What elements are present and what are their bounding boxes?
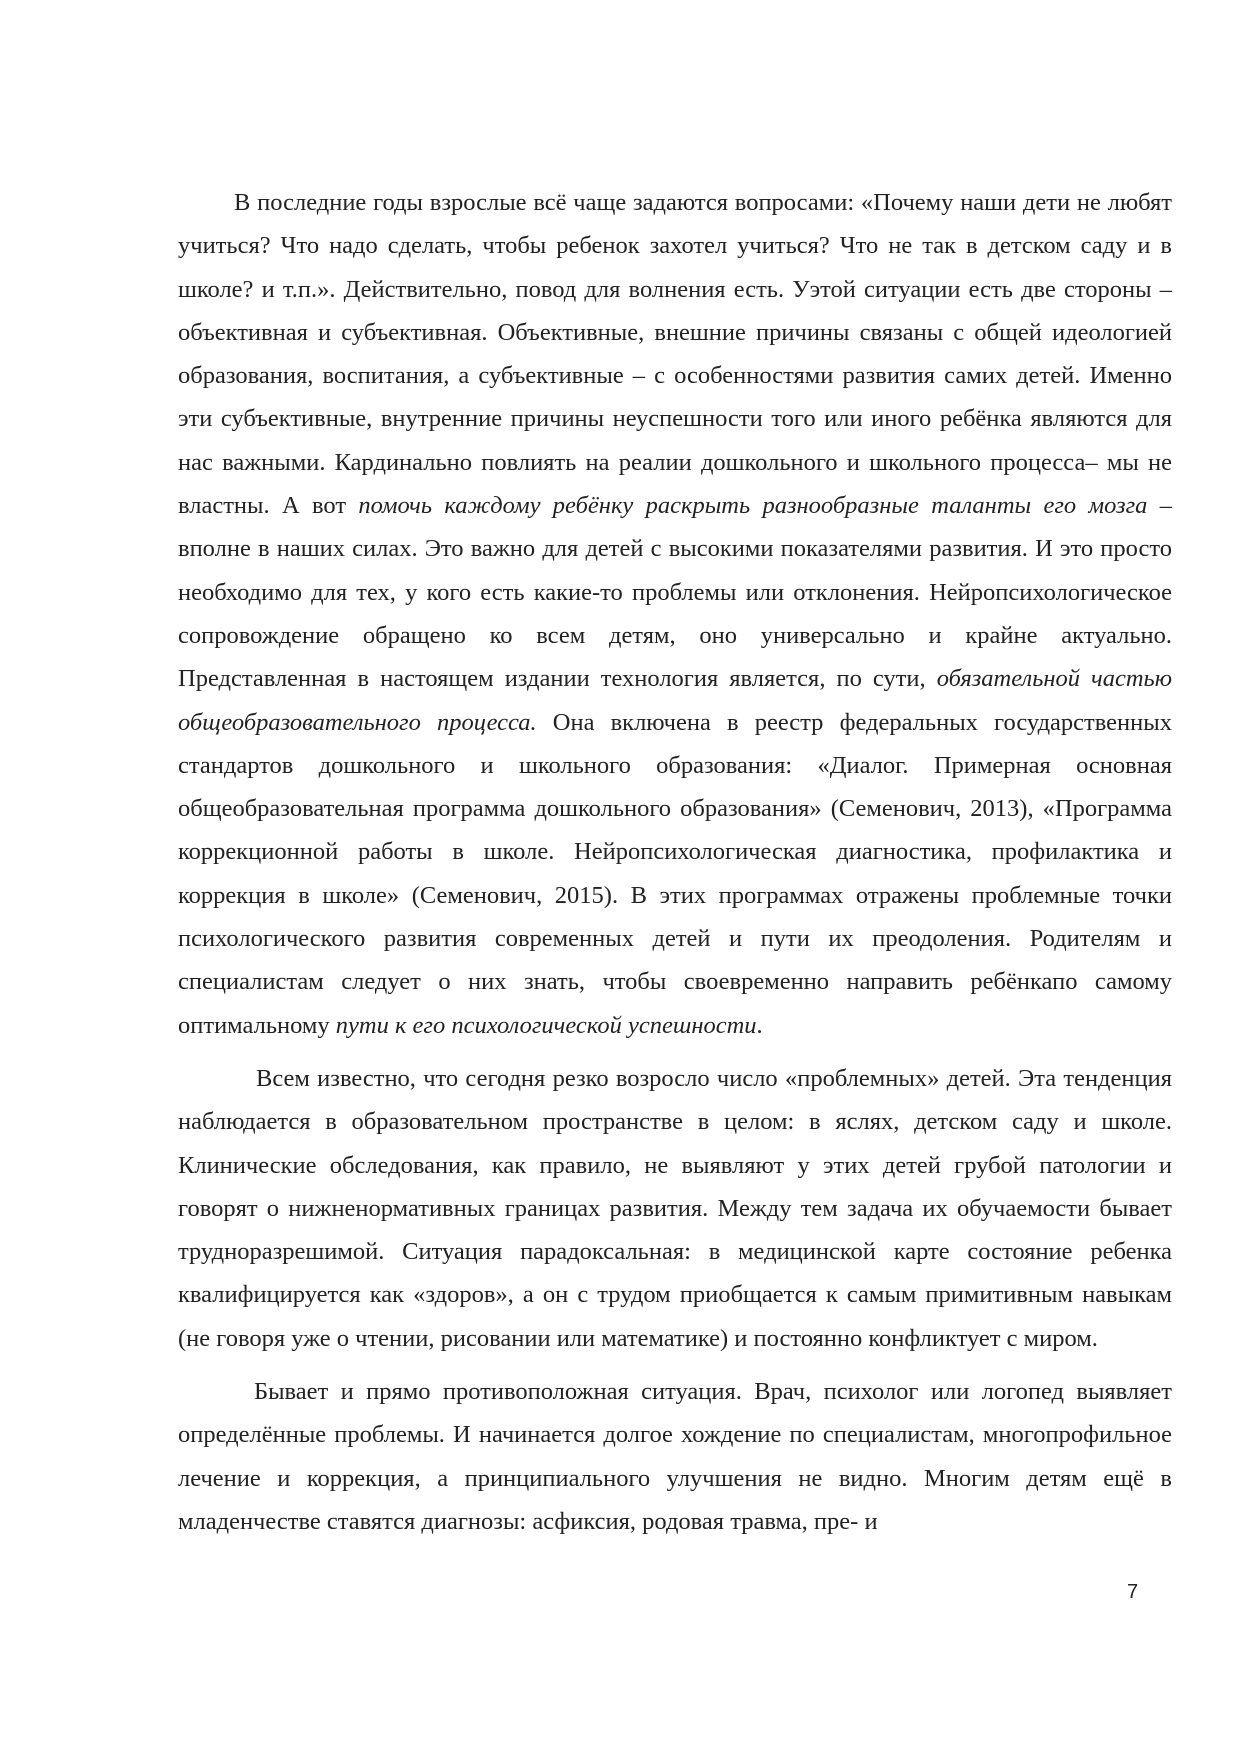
page-number: 7 xyxy=(1127,1581,1139,1603)
paragraph-1-italic-1: помочь каждому ребёнку раскрыть разнообразные таланты его мозга xyxy=(358,492,1148,520)
paragraph-1-text-part-4: . xyxy=(756,1011,763,1039)
paragraph-1-italic-3: пути к его психологической успешности xyxy=(335,1011,757,1039)
paragraph-1-text-part-2: – вполне в наших силах. Это важно для детей с высокими показателями развития. И это просто необходимо для тех, у кого есть какие-то проблемы или отклонения. Нейропсихологическое сопровождение обращено ко всем детям, оно универсально и крайне актуально. Представленная в настоящем издании технология является, по сути, xyxy=(178,492,1172,693)
paragraph-1-text-part-3: Она включена в реестр федеральных государственных стандартов дошкольного и школьного образования: «Диалог. Примерная основная общеобразовательная программа дошкольного образования» (Семенович, 2013), «Программа коррекционной работы в школе. Нейропсихологическая диагностика, профилактика и коррекция в школе» (Семенович, 2015). В этих программах отражены проблемные точки психологического развития современных детей и пути их преодоления. Родителям и специалистам следует о них знать, чтобы своевременно направить ребёнкапо самому оптимальному xyxy=(178,708,1172,1039)
paragraph-3: Бывает и прямо противоположная ситуация. Врач, психолог или логопед выявляет определённые проблемы. И начинается долгое хождение по специалистам, многопрофильное лечение и коррекция, а принципиального улучшения не видно. Многим детям ещё в младенчестве ставятся диагнозы: асфиксия, родовая травма, пре- и xyxy=(178,1378,1172,1535)
paragraph-1-text-part-1: В последние годы взрослые всё чаще задаются вопросами: «Почему наши дети не любят учиться? Что надо сделать, чтобы ребенок захотел учиться? Что не так в детском саду и в школе? и т.п.». Действительно, повод для волнения есть. Уэтой ситуации есть две стороны – объективная и субъективная. Объективные, внешние причины связаны с общей идеологией образования, воспитания, а субъективные – с особенностями развития самих детей. Именно эти субъективные, внутренние причины неуспешности того или иного ребёнка являются для нас важными. Кардинально повлиять на реалии дошкольного и школьного процесса– мы не властны. А вот xyxy=(178,189,1172,520)
paragraph-1-italic-2: обязательной частью общеобразовательного процесса. xyxy=(178,665,1172,736)
paragraph-1 xyxy=(178,181,1172,1047)
paragraph-2: Всем известно, что сегодня резко возросло число «проблемных» детей. Эта тенденция наблюдается в образовательном пространстве в целом: в яслях, детском саду и школе. Клинические обследования, как правило, не выявляют у этих детей грубой патологии и говорят о нижненормативных границах развития. Между тем задача их обучаемости бывает трудноразрешимой. Ситуация парадоксальная: в медицинской карте состояние ребенка квалифицируется как «здоров», а он с трудом приобщается к самым примитивным навыкам (не говоря уже о чтении, рисовании или математике) и постоянно конфликтует с миром. xyxy=(178,1064,1172,1352)
body-text xyxy=(178,181,1172,1543)
